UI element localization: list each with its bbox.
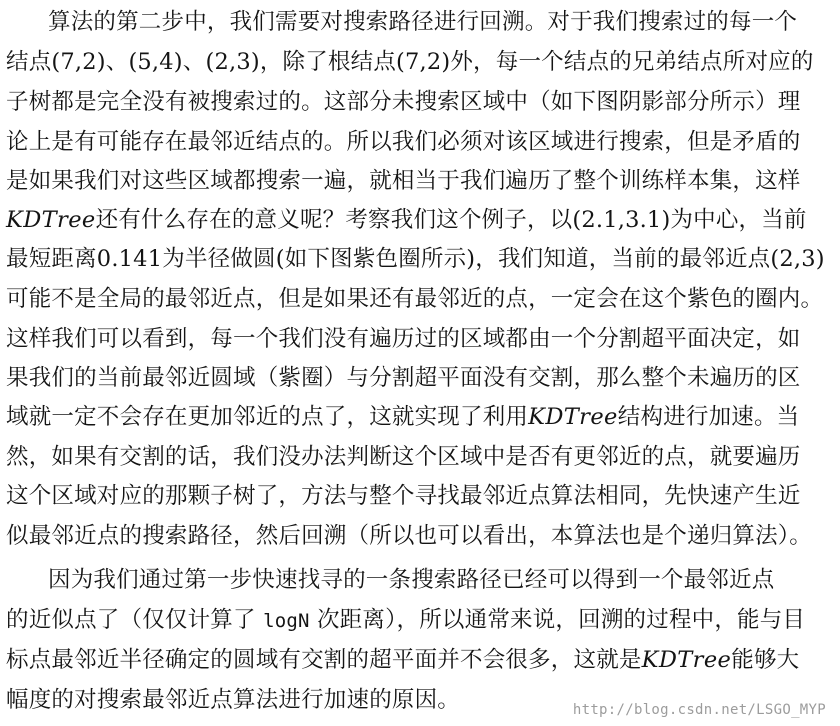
logn-term: logN [263, 610, 310, 632]
paragraph-2-line-1: 因为我们通过第一步快速找寻的一条搜索路径已经可以得到一个最邻近点 [48, 567, 775, 593]
kdtree-term: KDTree [6, 207, 96, 233]
source-watermark: http://blog.csdn.net/LSGO_MYP [572, 702, 826, 718]
paragraph-2-line-2: 的近似点了（仅仅计算了 logN 次距离），所以通常来说，回溯的过程中，能与目 [6, 607, 806, 633]
paragraph-1-line-4: 论上是有可能存在最邻近结点的。所以我们必须对该区域进行搜索，但是矛盾的 [6, 129, 801, 155]
paragraph-1-line-5: 是如果我们对这些区域都搜索一遍，就相当于我们遍历了整个训练样本集，这样 [6, 168, 801, 194]
paragraph-1-line-8: 可能不是全局的最邻近点，但是如果还有最邻近的点，一定会在这个紫色的圈内。 [6, 286, 824, 312]
paragraph-1-line-6: KDTree还有什么存在的意义呢？考察我们这个例子，以(2.1,3.1)为中心，当前 [6, 207, 807, 233]
paragraph-1-line-3: 子树都是完全没有被搜索过的。这部分未搜索区域中（如下图阴影部分所示）理 [6, 89, 801, 115]
paragraph-2-line-4: 幅度的对搜索最邻近点算法进行加速的原因。 [6, 687, 461, 713]
paragraph-1-line-14: 似最邻近点的搜索路径，然后回溯（所以也可以看出，本算法也是个递归算法）。 [6, 523, 812, 549]
kdtree-term: KDTree [641, 647, 732, 673]
paragraph-1-line-12: 然，如果有交割的话，我们没办法判断这个区域中是否有更邻近的点，就要遍历 [6, 444, 801, 470]
paragraph-1-line-7: 最短距离0.141为半径做圆(如下图紫色圈所示)，我们知道，当前的最邻近点(2,3) [6, 246, 825, 272]
paragraph-1-line-11: 域就一定不会存在更加邻近的点了，这就实现了利用KDTree结构进行加速。当 [6, 404, 800, 430]
kdtree-term: KDTree [528, 404, 618, 430]
paragraph-2-line-3: 标点最邻近半径确定的圆域有交割的超平面并不会很多，这就是KDTree能够大 [6, 647, 800, 673]
paragraph-1-line-1: 算法的第二步中，我们需要对搜索路径进行回溯。对于我们搜索过的每一个 [48, 9, 798, 35]
paragraph-1-line-10: 果我们的当前最邻近圆域（紫圈）与分割超平面没有交割，那么整个未遍历的区 [6, 365, 801, 391]
paragraph-1-line-2: 结点(7,2)、(5,4)、(2,3)，除了根结点(7,2)外，每一个结点的兄弟结点所对应的 [6, 49, 814, 75]
paragraph-1-line-9: 这样我们可以看到，每一个我们没有遍历过的区域都由一个分割超平面决定，如 [6, 326, 801, 352]
paragraph-1-line-13: 这个区域对应的那颗子树了，方法与整个寻找最邻近点算法相同，先快速产生近 [6, 483, 801, 509]
